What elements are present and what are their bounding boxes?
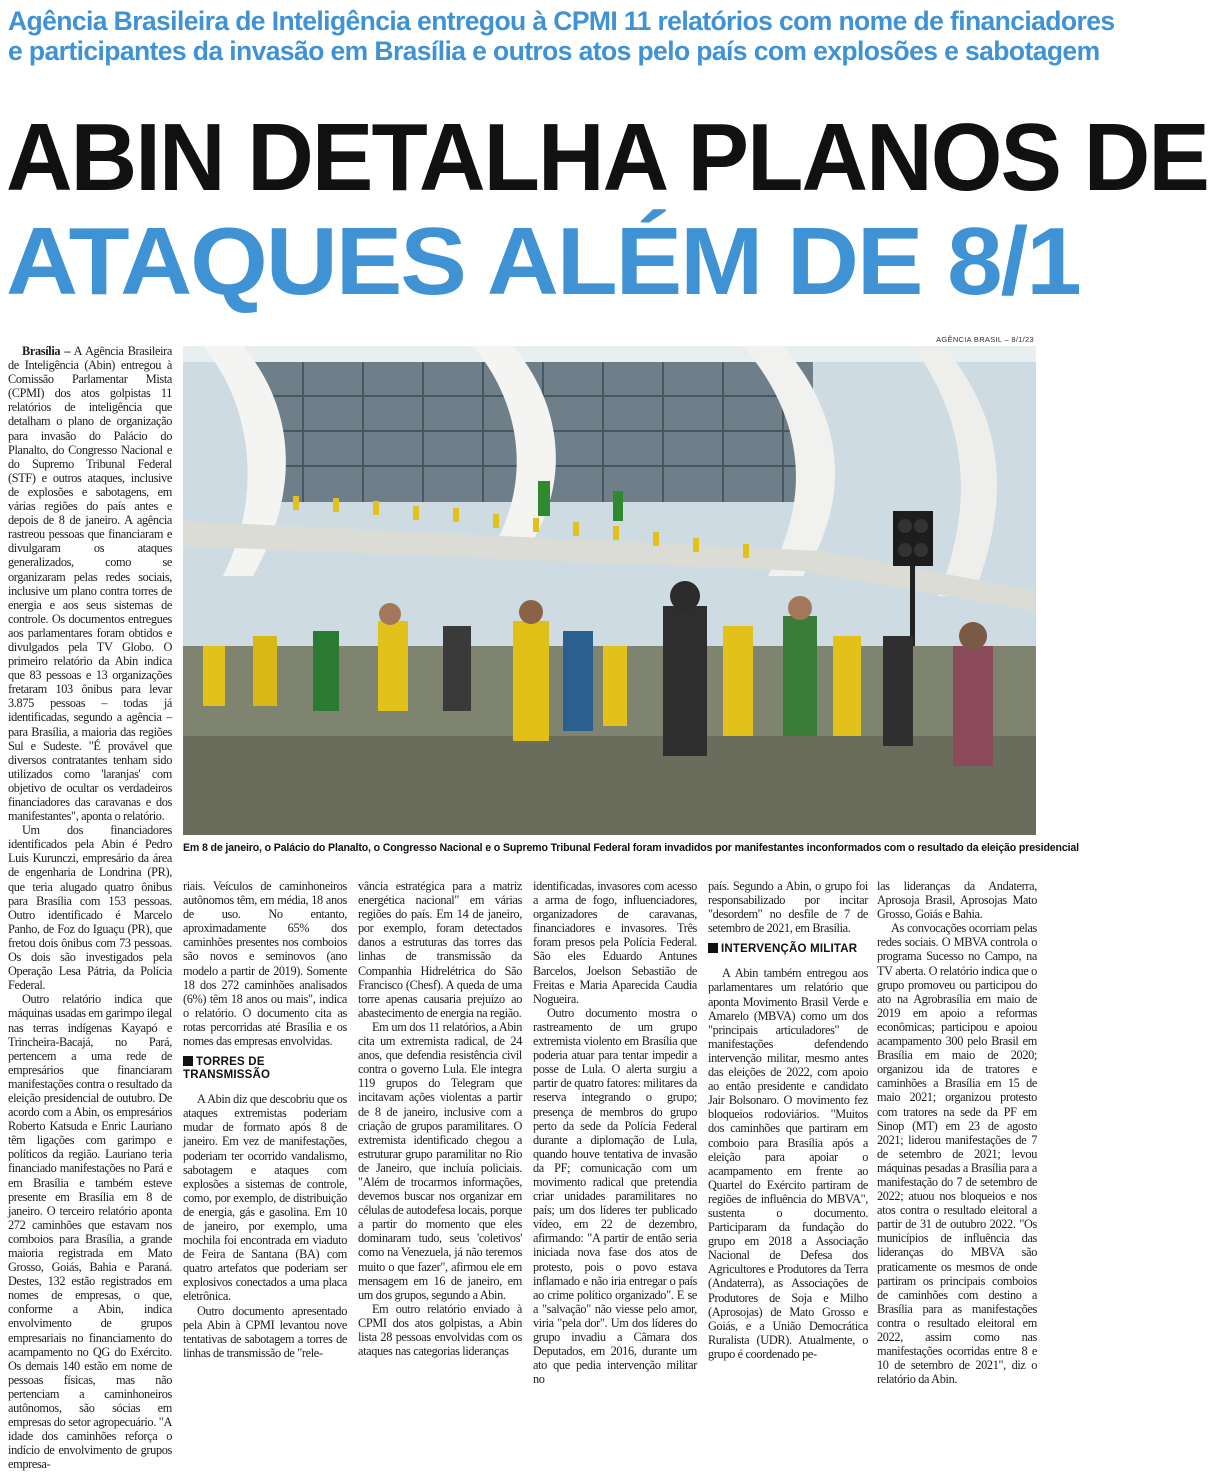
- square-bullet-icon: [708, 943, 718, 953]
- headline-line-1: ABIN DETALHA PLANOS DE: [6, 104, 1208, 211]
- paragraph: riais. Veículos de caminhoneiros autônomos têm, em média, 18 anos de uso. No entanto, aproximadamente 65% dos caminhões presentes nos comboios são novos e seminovos (ano modelo a partir de 2019). Somente 18 dos 272 caminhões analisados (6%) têm 18 anos ou mais", indica o relatório. O documento cita as rotas percorridas até Brasília e os nomes das empresas envolvidas.: [183, 879, 347, 1049]
- article-column-3: [358, 879, 522, 1359]
- paragraph: Outro relatório indica que máquinas usadas em garimpo ilegal nas terras indígenas Kayapó e Trincheira-Bacajá, no Pará, pertencem a uma rede de empresários que financiaram manifestações contra o resultado da eleição presidencial de outubro. De acordo com a Abin, os empresários Roberto Katsuda e Enric Lauriano têm ligações com garimpo e políticos da região. Lauriano teria financiado manifestações no Pará e em Brasília e também esteve presente em Brasília em 8 de janeiro. O terceiro relatório aponta 272 caminhões que estavam nos comboios para Brasília, a grande maioria registrada em Mato Grosso, Goiás, Bahia e Paraná. Destes, 132 estão registrados em nomes de empresas, o que, conforme a Abin, indica envolvimento de grupos empresariais no financiamento do acampamento no QG do Exército. Os demais 140 estão em nome de pessoas físicas, mas não pertenciam a caminhoneiros autônomos, são sócias em empresas do setor agropecuário. "A idade dos caminhões reforça o indício de envolvimento de grupos empresa-: [8, 992, 172, 1472]
- paragraph: Em outro relatório enviado à CPMI dos atos golpistas, a Abin lista 28 pessoas envolvidas com os ataques nas categorias lideranças: [358, 1301, 522, 1359]
- article-column-6: [877, 879, 1037, 1387]
- subhead-text: INTERVENÇÃO MILITAR: [721, 943, 858, 956]
- paragraph: Em um dos 11 relatórios, a Abin cita um extremista radical, de 24 anos, que defendia resistência civil contra o governo Lula. Ele integra 119 grupos do Telegram que incitavam ações violentas a partir de 8 de janeiro, inclusive com a criação de grupos paramilitares. O extremista identificado chegou a estruturar grupo paramilitar no Rio de Janeiro, que incluía policiais. "Além de trocarmos informações, devemos buscar nos organizar em células de autodefesa locais, porque a partir do momento que eles dominaram tudo, seus 'coletivos' como na Venezuela, já não teremos muito o que fazer", afirmou ele em mensagem em 16 de janeiro, em um dos grupos, segundo a Abin.: [358, 1019, 522, 1302]
- article-column-2: [183, 879, 347, 1360]
- paragraph: vância estratégica para a matriz energética nacional" em várias regiões do país. Em 14 de janeiro, por exemplo, foram detectados danos a estruturas das torres das linhas de transmissão da Companhia Hidrelétrica do São Francisco (Chesf). A queda de uma torre apenas causaria prejuízo ao abastecimento de energia na região.: [358, 879, 522, 1020]
- article-column-5: [708, 879, 868, 1361]
- paragraph: país. Segundo a Abin, o grupo foi responsabilizado por incitar "desordem" no desfile de 7 de setembro de 2021, em Brasília.: [708, 879, 868, 936]
- dateline: Brasília –: [22, 344, 71, 358]
- news-photo: [183, 346, 1036, 835]
- headline-line-2: ATAQUES ALÉM DE 8/1: [6, 208, 1080, 315]
- subhead-intervencao: [708, 943, 868, 956]
- paragraph: identificadas, invasores com acesso a arma de fogo, influenciadores, organizadores de caravanas, financiadores e invasores. Três foram presos pela Polícia Federal. São eles Eduardo Antunes Barcelos, Joelson Sebastião de Freitas e Maria Aparecida Caudia Nogueira.: [533, 879, 697, 1006]
- photo-credit: AGÊNCIA BRASIL – 8/1/23: [936, 335, 1034, 344]
- paragraph: A Abin também entregou aos parlamentares um relatório que aponta Movimento Brasil Verde e Amarelo (MBVA) como um dos "principais articuladores" de manifestações defendendo intervenção militar, mesmo antes das eleições de 2022, com apoio ao então presidente e candidato Jair Bolsonaro. O movimento fez bloqueios rodoviários. "Muitos dos caminhões que partiram em comboio para Brasília após a eleição para apoiar o acampamento em frente ao Quartel do Exército partiram de regiões de influência do MBVA", sustenta o documento. Participaram da fundação do grupo em 2018 a Associação Nacional de Defesa dos Agricultores e Produtores da Terra (Andaterra), as Associações de Produtores de Soja e Milho (Aprosojas) de Mato Grosso e Goiás, e a União Democrática Ruralista (UDR). Atualmente, o grupo é coordenado pe-: [708, 966, 868, 1361]
- paragraph: Um dos financiadores identificados pela Abin é Pedro Luis Kurunczi, empresário da área de engenharia de Londrina (PR), que teria alugado quatro ônibus para Brasília com 153 pessoas. Outro identificado é Marcelo Panho, de Foz do Iguaçu (PR), que fretou dois ônibus com 73 pessoas. Os dois são investigados pela Operação Lesa Pátria, da Polícia Federal.: [8, 823, 172, 993]
- subhead-torres: [183, 1056, 347, 1082]
- photo-illustration: [183, 346, 1036, 835]
- paragraph: A Agência Brasileira de Inteligência (Abin) entregou à Comissão Parlamentar Mista (CPMI) dos atos golpistas 11 relatórios de inteligência que detalham o plano de organização para invasão do Palácio do Planalto, do Congresso Nacional e do Supremo Tribunal Federal (STF) e outros ataques, inclusive de explosões e sabotagens, em várias regiões do país antes e depois de 8 de janeiro. A agência rastreou pessoas que financiaram e divulgaram os ataques generalizados, como se organizaram pelas redes sociais, inclusive um plano contra torres de energia e aos seus sistemas de controle. Os documentos entregues aos parlamentares foram obtidos e divulgados pela TV Globo. O primeiro relatório da Abin indica que 83 pessoas e 13 organizações fretaram 103 ônibus para levar 3.875 pessoas – todas já identificadas, segundo a agência – para Brasília, a maioria das regiões Sul e Sudeste. "É provável que diversos contratantes tenham sido utilizados como 'laranjas' com objetivo de ocultar os verdadeiros financiadores das caravanas e dos manifestantes", aponta o relatório.: [8, 344, 173, 824]
- paragraph: Outro documento mostra o rastreamento de um grupo extremista violento em Brasília que poderia atuar para tentar impedir a posse de Lula. O alerta surgiu a partir de quatro fatores: militares da reserva integrando o grupo; presença de membros do grupo perto da sede da Polícia Federal durante a diplomação de Lula, quando houve tentativa de invasão da PF; comunicação com um movimento radical que pretendia criar unidades paramilitares no país; um dos líderes ter publicado vídeo, em 22 de dezembro, afirmando: "A partir de então seria iniciada nova fase dos atos de protesto, pois o povo estava inflamado e não iria entregar o país ao crime político organizado". E se a "salvação" não viesse pelo amor, viria "pela dor". Um dos líderes do grupo invadiu a Câmara dos Deputados, em 2016, durante um ato que pedia intervenção militar no: [533, 1005, 697, 1387]
- article-column-4: [533, 879, 697, 1387]
- kicker: [8, 6, 1115, 66]
- kicker-line-2: e participantes da invasão em Brasília e outros atos pelo país com explosões e sabotagem: [8, 36, 1100, 66]
- paragraph: las lideranças da Andaterra, Aprosoja Brasil, Aprosojas Mato Grosso, Goiás e Bahia.: [877, 879, 1037, 922]
- photo-caption: Em 8 de janeiro, o Palácio do Planalto, o Congresso Nacional e o Supremo Tribunal Federal foram invadidos por manifestantes inconformados com o resultado da eleição presidencial: [183, 842, 1079, 854]
- paragraph: Outro documento apresentado pela Abin à CPMI levantou nove tentativas de sabotagem a torres de linhas de transmissão de "rele-: [183, 1303, 347, 1360]
- subhead-text: TORRES DE TRANSMISSÃO: [183, 1056, 271, 1082]
- square-bullet-icon: [183, 1056, 193, 1066]
- article-column-1: [8, 344, 173, 1472]
- paragraph: A Abin diz que descobriu que os ataques extremistas poderiam mudar de formato após 8 de janeiro. Em vez de manifestações, poderiam ter ocorrido vandalismo, sabotagem e ataques com explosões a sistemas de controle, como, por exemplo, de distribuição de energia, gás e gasolina. Em 10 de janeiro, por exemplo, uma mochila foi encontrada em viaduto de Feira de Santana (BA) com quatro artefatos que poderiam ser explosivos conectados a uma placa eletrônica.: [183, 1092, 347, 1304]
- kicker-line-1: Agência Brasileira de Inteligência entregou à CPMI 11 relatórios com nome de financiadores: [8, 6, 1115, 36]
- paragraph: As convocações ocorriam pelas redes sociais. O MBVA controla o programa Sucesso no Campo, na TV aberta. O relatório indica que o grupo promoveu ou participou do ato na Agrobrasília em maio de 2019 em apoio a reformas econômicas; participou e apoiou acampamento 300 pelo Brasil em Brasília em maio de 2020; organizou ida de tratores e caminhões a Brasília em 15 de maio 2021; organizou protesto com tratores na sede da PF em Sinop (MT) em 23 de agosto 2021; liderou manifestações de 7 de setembro de 2021; levou máquinas pesadas a Brasília para a manifestação do 7 de setembro de 2022; atuou nos bloqueios e nos atos contra o resultado eleitoral a partir de 31 de outubro 2022. "Os municípios de influência das lideranças do MBVA são praticamente os mesmos de onde partiram os principais comboios de caminhões com destino a Brasília para as manifestações contra o resultado eleitoral em 2022, assim como nas manifestações ocorridas entre 8 e 10 de setembro de 2021", diz o relatório da Abin.: [877, 921, 1037, 1387]
